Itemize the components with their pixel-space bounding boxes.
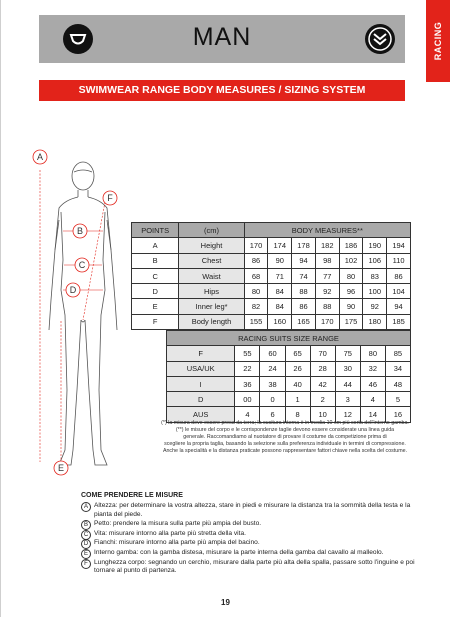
point-cell: B bbox=[132, 253, 179, 268]
value-cell: 186 bbox=[339, 238, 363, 253]
value-cell: 88 bbox=[315, 299, 339, 314]
table-row bbox=[167, 392, 411, 407]
size-system-name: I bbox=[167, 376, 235, 391]
measure-instructions bbox=[81, 492, 416, 577]
value-cell: 180 bbox=[363, 314, 387, 329]
footnote-line: generale. Raccomandiamo al nuotatore di provare il costume da competizione prima di bbox=[183, 434, 387, 440]
value-cell: 90 bbox=[268, 253, 292, 268]
value-cell: 104 bbox=[387, 284, 411, 299]
table-row bbox=[167, 361, 411, 376]
value-cell: 22 bbox=[235, 361, 260, 376]
section-banner bbox=[39, 80, 405, 101]
table-row bbox=[132, 284, 411, 299]
instruction-text: Fianchi: misurare intorno alla parte più ampia del bacino. bbox=[94, 539, 260, 547]
footnote-line: scegliere la propria taglia, basando la selezione sulla preferenza individuale in termini di compressione. bbox=[164, 441, 406, 447]
label-f: F bbox=[107, 193, 113, 203]
value-cell: 92 bbox=[363, 299, 387, 314]
value-cell: 30 bbox=[335, 361, 360, 376]
value-cell: 16 bbox=[385, 407, 410, 422]
value-cell: 26 bbox=[285, 361, 310, 376]
label-a: A bbox=[36, 152, 44, 162]
value-cell: 80 bbox=[339, 268, 363, 283]
value-cell: 70 bbox=[310, 346, 335, 361]
value-cell: 10 bbox=[310, 407, 335, 422]
value-cell: 42 bbox=[310, 376, 335, 391]
value-cell: 190 bbox=[363, 238, 387, 253]
value-cell: 86 bbox=[387, 268, 411, 283]
table-row bbox=[167, 346, 411, 361]
table-row bbox=[132, 268, 411, 283]
value-cell: 170 bbox=[244, 238, 268, 253]
value-cell: 83 bbox=[363, 268, 387, 283]
label-d: D bbox=[69, 285, 77, 295]
instruction-text: Altezza: per determinare la vostra altezza, stare in piedi e misurare la distanza tra la sommità della testa e la pianta del piede. bbox=[94, 502, 411, 518]
size-system-name: F bbox=[167, 346, 235, 361]
size-range-table bbox=[166, 330, 411, 423]
footnote-line: (*) la misura deve essere presa da terra; la cucitura interna è in media 10 cm più corta dell'interno gamba. bbox=[161, 420, 409, 426]
value-cell: 48 bbox=[385, 376, 410, 391]
table-row bbox=[132, 314, 411, 329]
col-header-unit: (cm) bbox=[179, 223, 244, 238]
list-item bbox=[81, 502, 416, 519]
value-cell: 75 bbox=[335, 346, 360, 361]
point-cell: E bbox=[132, 299, 179, 314]
label-b: B bbox=[76, 226, 84, 236]
instruction-text: Vita: misurare intorno alla parte più stretta della vita. bbox=[94, 529, 246, 537]
value-cell: 68 bbox=[244, 268, 268, 283]
value-cell: 86 bbox=[292, 299, 316, 314]
instruction-text: Lunghezza corpo: segnando un cerchio, misurare dalla parte più alta della spalla, passare sotto l'inguine e poi tornare al punto di partenza. bbox=[94, 558, 415, 575]
list-item bbox=[81, 520, 416, 529]
value-cell: 82 bbox=[244, 299, 268, 314]
letter-badge: C bbox=[81, 530, 91, 540]
letter-badge: D bbox=[81, 539, 91, 549]
value-cell: 3 bbox=[335, 392, 360, 407]
table-row bbox=[167, 376, 411, 391]
value-cell: 84 bbox=[268, 284, 292, 299]
value-cell: 71 bbox=[268, 268, 292, 283]
value-cell: 98 bbox=[315, 253, 339, 268]
value-cell: 84 bbox=[268, 299, 292, 314]
point-cell: C bbox=[132, 268, 179, 283]
col-header-measures: BODY MEASURES** bbox=[244, 223, 410, 238]
label-c: C bbox=[78, 260, 86, 270]
value-cell: 34 bbox=[385, 361, 410, 376]
value-cell: 96 bbox=[339, 284, 363, 299]
value-cell: 40 bbox=[285, 376, 310, 391]
measure-name: Chest bbox=[179, 253, 244, 268]
footnote bbox=[156, 420, 414, 455]
point-cell: A bbox=[132, 238, 179, 253]
value-cell: 12 bbox=[335, 407, 360, 422]
value-cell: 5 bbox=[385, 392, 410, 407]
list-item bbox=[81, 559, 416, 576]
value-cell: 174 bbox=[268, 238, 292, 253]
body-figure-illustration bbox=[21, 140, 131, 480]
header-bar bbox=[39, 15, 405, 63]
value-cell: 182 bbox=[315, 238, 339, 253]
value-cell: 65 bbox=[285, 346, 310, 361]
list-item bbox=[81, 539, 416, 548]
label-e: E bbox=[57, 463, 65, 473]
measure-name: Inner leg* bbox=[179, 299, 244, 314]
value-cell: 77 bbox=[315, 268, 339, 283]
measure-name: Height bbox=[179, 238, 244, 253]
value-cell: 36 bbox=[235, 376, 260, 391]
value-cell: 00 bbox=[235, 392, 260, 407]
value-cell: 165 bbox=[292, 314, 316, 329]
banner-text: SWIMWEAR RANGE BODY MEASURES / SIZING SYSTEM bbox=[78, 84, 366, 96]
page-title: MAN bbox=[192, 23, 252, 51]
size-system-name: USA/UK bbox=[167, 361, 235, 376]
body-measures-table bbox=[131, 222, 411, 330]
value-cell: 86 bbox=[244, 253, 268, 268]
value-cell: 8 bbox=[285, 407, 310, 422]
value-cell: 28 bbox=[310, 361, 335, 376]
size-system-name: D bbox=[167, 392, 235, 407]
value-cell: 175 bbox=[339, 314, 363, 329]
value-cell: 178 bbox=[292, 238, 316, 253]
col-header-points: POINTS bbox=[132, 223, 179, 238]
value-cell: 1 bbox=[285, 392, 310, 407]
value-cell: 38 bbox=[260, 376, 285, 391]
point-cell: F bbox=[132, 314, 179, 329]
chevron-down-icon bbox=[365, 24, 395, 54]
value-cell: 88 bbox=[292, 284, 316, 299]
value-cell: 44 bbox=[335, 376, 360, 391]
value-cell: 92 bbox=[315, 284, 339, 299]
value-cell: 6 bbox=[260, 407, 285, 422]
value-cell: 55 bbox=[235, 346, 260, 361]
value-cell: 32 bbox=[360, 361, 385, 376]
value-cell: 185 bbox=[387, 314, 411, 329]
instruction-text: Interno gamba: con la gamba distesa, misurare la parte interna della gamba dal cavallo al malleolo. bbox=[94, 548, 384, 556]
value-cell: 4 bbox=[360, 392, 385, 407]
table-row bbox=[132, 238, 411, 253]
value-cell: 0 bbox=[260, 392, 285, 407]
value-cell: 155 bbox=[244, 314, 268, 329]
instructions-title: COME PRENDERE LE MISURE bbox=[81, 492, 183, 499]
letter-badge: A bbox=[81, 502, 91, 512]
value-cell: 160 bbox=[268, 314, 292, 329]
table-row bbox=[132, 299, 411, 314]
value-cell: 90 bbox=[339, 299, 363, 314]
footnote-line: Anche la specialità e la distanza praticate possono rappresentare fattori chiave nella scelta del costume. bbox=[162, 448, 408, 454]
value-cell: 60 bbox=[260, 346, 285, 361]
measure-name: Waist bbox=[179, 268, 244, 283]
measure-name: Body length bbox=[179, 314, 244, 329]
value-cell: 80 bbox=[244, 284, 268, 299]
footnote-line: (**) le misure del corpo e le corrispondenze taglie devono essere considerate una linea guida bbox=[175, 427, 395, 433]
value-cell: 94 bbox=[292, 253, 316, 268]
list-item bbox=[81, 549, 416, 558]
letter-badge: F bbox=[81, 559, 91, 569]
table-row bbox=[132, 253, 411, 268]
side-tab-label: RACING bbox=[433, 21, 443, 61]
letter-badge: B bbox=[81, 520, 91, 530]
page-number: 19 bbox=[221, 598, 230, 607]
instruction-text: Petto: prendere la misura sulla parte più ampia del busto. bbox=[94, 520, 262, 528]
value-cell: 194 bbox=[387, 238, 411, 253]
letter-badge: E bbox=[81, 549, 91, 559]
side-tab bbox=[426, 0, 450, 82]
list-item bbox=[81, 530, 416, 539]
value-cell: 24 bbox=[260, 361, 285, 376]
size-range-title: RACING SUITS SIZE RANGE bbox=[167, 331, 411, 346]
value-cell: 14 bbox=[360, 407, 385, 422]
value-cell: 100 bbox=[363, 284, 387, 299]
value-cell: 102 bbox=[339, 253, 363, 268]
size-system-name: AUS bbox=[167, 407, 235, 422]
measure-name: Hips bbox=[179, 284, 244, 299]
value-cell: 74 bbox=[292, 268, 316, 283]
value-cell: 85 bbox=[385, 346, 410, 361]
value-cell: 170 bbox=[315, 314, 339, 329]
value-cell: 2 bbox=[310, 392, 335, 407]
point-cell: D bbox=[132, 284, 179, 299]
value-cell: 46 bbox=[360, 376, 385, 391]
value-cell: 80 bbox=[360, 346, 385, 361]
value-cell: 4 bbox=[235, 407, 260, 422]
value-cell: 106 bbox=[363, 253, 387, 268]
value-cell: 110 bbox=[387, 253, 411, 268]
value-cell: 94 bbox=[387, 299, 411, 314]
